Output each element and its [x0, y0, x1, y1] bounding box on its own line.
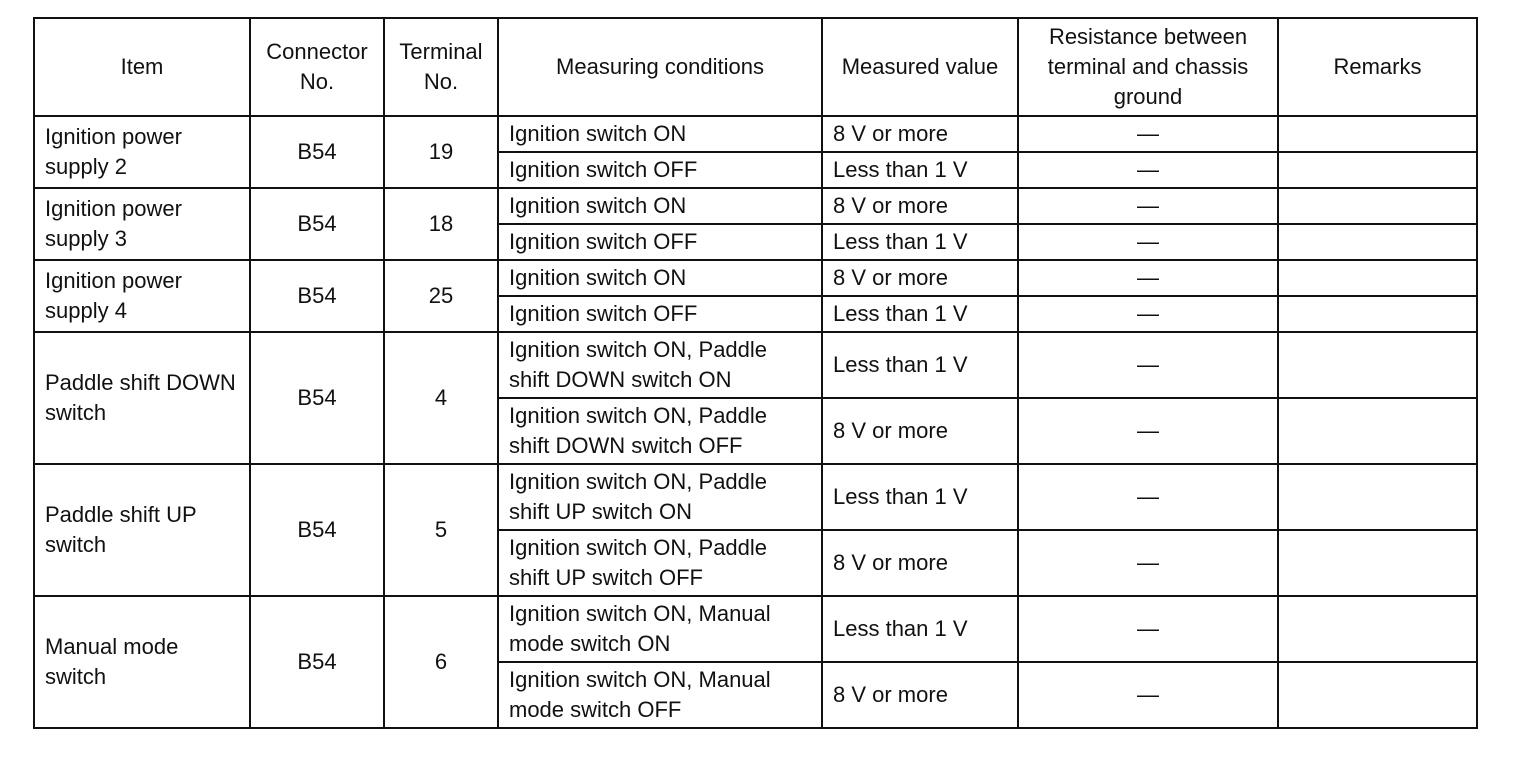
- value-cell: Less than 1 V: [822, 152, 1018, 188]
- header-conditions: Measuring conditions: [498, 18, 822, 116]
- header-remarks: Remarks: [1278, 18, 1477, 116]
- table-row: [34, 188, 1477, 224]
- value-cell: 8 V or more: [822, 530, 1018, 596]
- item-cell: Paddle shift UP switch: [34, 464, 250, 596]
- resistance-cell: —: [1018, 152, 1278, 188]
- table-row: [34, 116, 1477, 152]
- condition-cell: Ignition switch ON, Paddle shift UP switch ON: [498, 464, 822, 530]
- value-cell: 8 V or more: [822, 260, 1018, 296]
- value-cell: 8 V or more: [822, 662, 1018, 728]
- remarks-cell: [1278, 464, 1477, 530]
- value-cell: 8 V or more: [822, 116, 1018, 152]
- remarks-cell: [1278, 296, 1477, 332]
- condition-cell: Ignition switch ON, Paddle shift UP switch OFF: [498, 530, 822, 596]
- value-cell: Less than 1 V: [822, 332, 1018, 398]
- value-cell: Less than 1 V: [822, 596, 1018, 662]
- resistance-cell: —: [1018, 398, 1278, 464]
- value-cell: 8 V or more: [822, 188, 1018, 224]
- condition-cell: Ignition switch ON, Manual mode switch ON: [498, 596, 822, 662]
- terminal-inspection-table: [33, 17, 1478, 729]
- remarks-cell: [1278, 596, 1477, 662]
- item-cell: Ignition power supply 3: [34, 188, 250, 260]
- resistance-cell: —: [1018, 260, 1278, 296]
- table-row: [34, 596, 1477, 662]
- resistance-cell: —: [1018, 662, 1278, 728]
- terminal-cell: 5: [384, 464, 498, 596]
- table-row: [34, 464, 1477, 530]
- value-cell: Less than 1 V: [822, 464, 1018, 530]
- value-cell: Less than 1 V: [822, 224, 1018, 260]
- resistance-cell: —: [1018, 224, 1278, 260]
- connector-cell: B54: [250, 464, 384, 596]
- remarks-cell: [1278, 224, 1477, 260]
- item-cell: Manual mode switch: [34, 596, 250, 728]
- header-terminal: Terminal No.: [384, 18, 498, 116]
- terminal-cell: 25: [384, 260, 498, 332]
- header-connector: Connector No.: [250, 18, 384, 116]
- resistance-cell: —: [1018, 332, 1278, 398]
- item-cell: Paddle shift DOWN switch: [34, 332, 250, 464]
- header-measured: Measured value: [822, 18, 1018, 116]
- remarks-cell: [1278, 530, 1477, 596]
- remarks-cell: [1278, 398, 1477, 464]
- condition-cell: Ignition switch ON: [498, 116, 822, 152]
- resistance-cell: —: [1018, 530, 1278, 596]
- condition-cell: Ignition switch OFF: [498, 296, 822, 332]
- condition-cell: Ignition switch OFF: [498, 152, 822, 188]
- remarks-cell: [1278, 260, 1477, 296]
- connector-cell: B54: [250, 260, 384, 332]
- connector-cell: B54: [250, 596, 384, 728]
- table-row: [34, 332, 1477, 398]
- value-cell: 8 V or more: [822, 398, 1018, 464]
- remarks-cell: [1278, 332, 1477, 398]
- value-cell: Less than 1 V: [822, 296, 1018, 332]
- condition-cell: Ignition switch ON: [498, 260, 822, 296]
- terminal-cell: 6: [384, 596, 498, 728]
- resistance-cell: —: [1018, 596, 1278, 662]
- item-cell: Ignition power supply 4: [34, 260, 250, 332]
- resistance-cell: —: [1018, 296, 1278, 332]
- condition-cell: Ignition switch OFF: [498, 224, 822, 260]
- terminal-cell: 4: [384, 332, 498, 464]
- resistance-cell: —: [1018, 464, 1278, 530]
- terminal-cell: 19: [384, 116, 498, 188]
- remarks-cell: [1278, 152, 1477, 188]
- condition-cell: Ignition switch ON, Manual mode switch OFF: [498, 662, 822, 728]
- condition-cell: Ignition switch ON: [498, 188, 822, 224]
- remarks-cell: [1278, 662, 1477, 728]
- connector-cell: B54: [250, 188, 384, 260]
- remarks-cell: [1278, 188, 1477, 224]
- connector-cell: B54: [250, 116, 384, 188]
- resistance-cell: —: [1018, 188, 1278, 224]
- connector-cell: B54: [250, 332, 384, 464]
- item-cell: Ignition power supply 2: [34, 116, 250, 188]
- condition-cell: Ignition switch ON, Paddle shift DOWN switch ON: [498, 332, 822, 398]
- header-resistance: Resistance between terminal and chassis ground: [1018, 18, 1278, 116]
- terminal-cell: 18: [384, 188, 498, 260]
- resistance-cell: —: [1018, 116, 1278, 152]
- condition-cell: Ignition switch ON, Paddle shift DOWN switch OFF: [498, 398, 822, 464]
- header-row: [34, 18, 1477, 116]
- header-item: Item: [34, 18, 250, 116]
- remarks-cell: [1278, 116, 1477, 152]
- table-row: [34, 260, 1477, 296]
